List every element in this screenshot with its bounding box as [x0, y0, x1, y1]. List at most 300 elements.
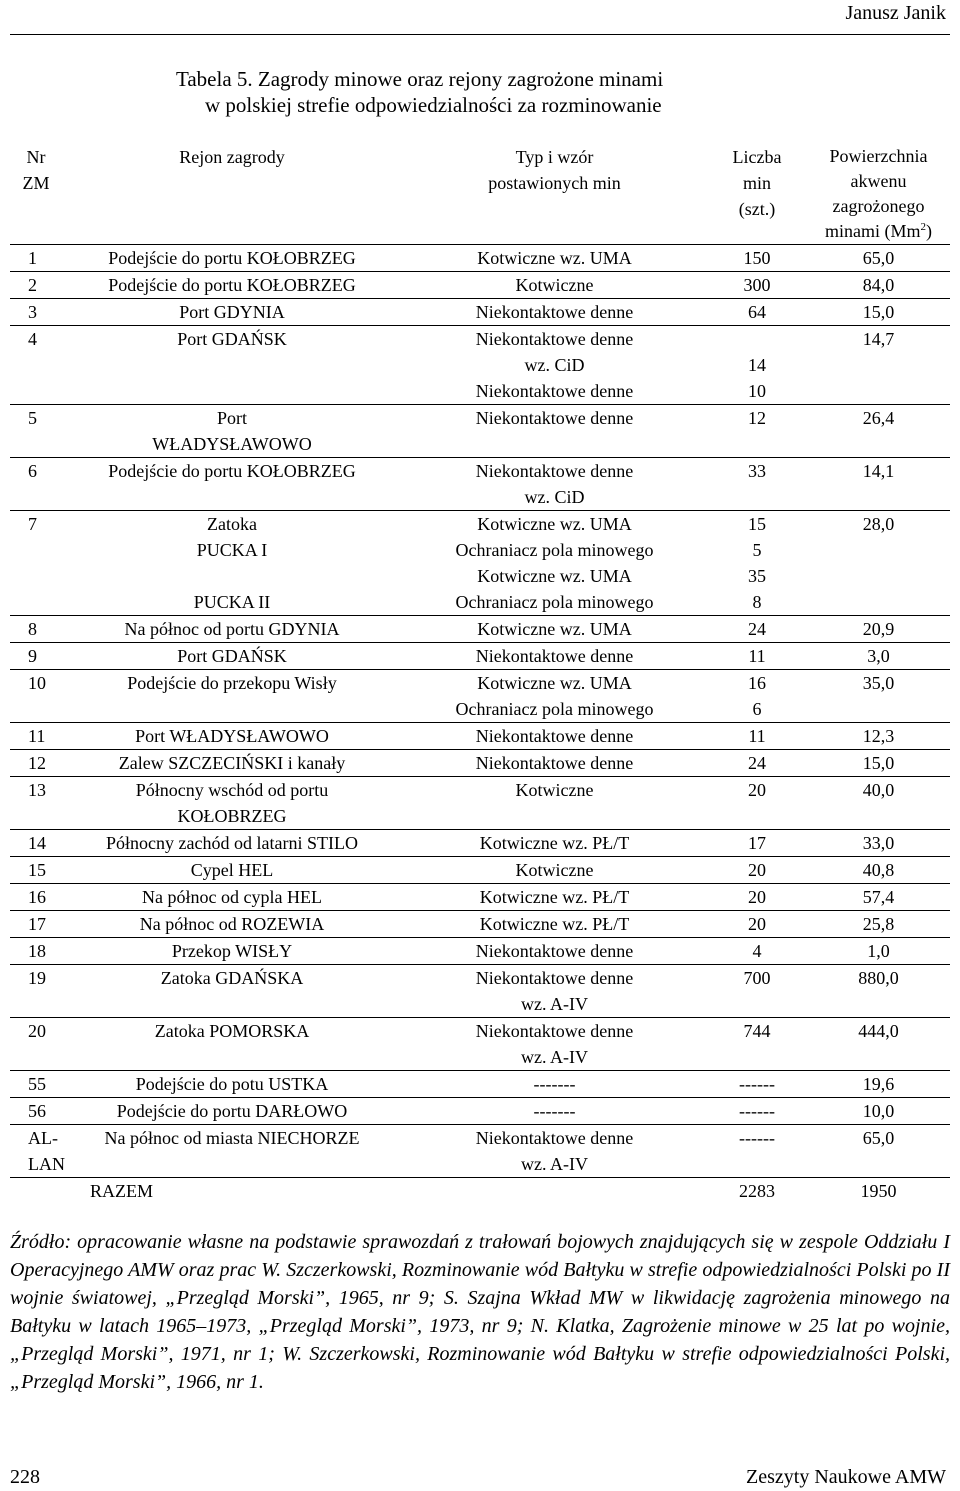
total-row	[10, 1178, 950, 1205]
table-row	[10, 458, 950, 511]
cell-liczba	[707, 938, 807, 965]
cell-liczba-line: ------	[739, 1074, 775, 1094]
table-row	[10, 1098, 950, 1125]
cell-liczba	[707, 299, 807, 326]
header-typ-line-1: Typ i wzór	[515, 147, 594, 167]
table-body	[10, 245, 950, 1178]
table-row	[10, 245, 950, 272]
cell-rejon	[62, 1018, 402, 1071]
cell-liczba-line: 24	[748, 619, 766, 639]
cell-liczba	[707, 405, 807, 458]
cell-typ	[402, 643, 707, 670]
cell-powierzchnia-line: 40,8	[862, 860, 895, 880]
cell-rejon-line: Podejście do potu USTKA	[135, 1074, 329, 1094]
cell-liczba-line: 744	[743, 1021, 771, 1041]
cell-liczba-line: 64	[748, 302, 766, 322]
cell-powierzchnia	[807, 616, 950, 643]
cell-nr-line: 11	[28, 726, 46, 746]
cell-nr	[10, 938, 62, 965]
cell-typ	[402, 670, 707, 723]
cell-typ-line: wz. CiD	[524, 487, 585, 507]
header-powierzchnia	[807, 144, 950, 245]
cell-rejon-line: Podejście do portu KOŁOBRZEG	[108, 461, 356, 481]
cell-rejon	[62, 511, 402, 616]
cell-liczba	[707, 1018, 807, 1071]
cell-nr-line: LAN	[28, 1154, 65, 1174]
source-footnote: Źródło: opracowanie własne na podstawie sprawozdań z trałowań bojowych znajdujących się w zespole Oddziału I Operacyjnego AMW oraz prac W. Szczerkowski, Rozminowanie wód Bałtyku w strefie odpowiedzialności Polski po II wojnie światowej, „Przegląd Morski”, 1965, nr 9; S. Szajna Wkład MW w likwidację zagrożenia minowego na Bałtyku w latach 1965–1973, „Przegląd Morski”, 1973, nr 9; N. Klatka, Zagrożenie minowe w 25 lat po wojnie, „Przegląd Morski”, 1971, nr 1; W. Szczerkowski, Rozminowanie wód Bałtyku w strefie odpowiedzialności Polski, „Przegląd Morski”, 1966, nr 1.	[10, 1231, 950, 1393]
cell-powierzchnia-line: 15,0	[862, 302, 895, 322]
cell-liczba-line: 16	[748, 673, 766, 693]
cell-nr	[10, 299, 62, 326]
header-pow-line-1: Powierzchnia	[829, 146, 928, 166]
cell-typ-line: Niekontaktowe denne	[475, 941, 634, 961]
running-header-author: Janusz Janik	[845, 2, 946, 24]
caption-line-1: Tabela 5. Zagrody minowe oraz rejony zagrożone minami	[176, 67, 664, 91]
cell-rejon	[62, 857, 402, 884]
cell-liczba-line: 5	[752, 540, 762, 560]
cell-typ	[402, 965, 707, 1018]
cell-powierzchnia-line: 880,0	[858, 968, 899, 988]
cell-rejon-line: Podejście do portu DARŁOWO	[116, 1101, 348, 1121]
cell-nr-line: 3	[28, 302, 37, 322]
cell-powierzchnia	[807, 857, 950, 884]
cell-typ-line: Niekontaktowe denne	[475, 302, 634, 322]
cell-typ	[402, 723, 707, 750]
cell-nr	[10, 643, 62, 670]
cell-powierzchnia	[807, 511, 950, 616]
cell-rejon	[62, 750, 402, 777]
cell-typ-line: Kotwiczne	[515, 780, 594, 800]
cell-powierzchnia-line: 57,4	[862, 887, 895, 907]
cell-typ-line: Niekontaktowe denne	[475, 329, 634, 349]
total-liczba: 2283	[739, 1181, 775, 1201]
table-row	[10, 643, 950, 670]
header-rejon-text: Rejon zagrody	[179, 147, 285, 167]
cell-nr-line: 12	[28, 753, 46, 773]
cell-typ-line: Kotwiczne wz. UMA	[477, 514, 632, 534]
cell-liczba-line: ------	[739, 1101, 775, 1121]
cell-powierzchnia-line: 12,3	[862, 726, 895, 746]
cell-liczba-line: 15	[748, 514, 766, 534]
cell-typ	[402, 1018, 707, 1071]
cell-liczba	[707, 458, 807, 511]
cell-typ	[402, 511, 707, 616]
cell-nr-line: 18	[28, 941, 46, 961]
cell-liczba-line: 11	[748, 646, 766, 666]
cell-powierzchnia	[807, 326, 950, 405]
cell-typ	[402, 1071, 707, 1098]
cell-powierzchnia-line: 10,0	[862, 1101, 895, 1121]
cell-liczba	[707, 245, 807, 272]
cell-powierzchnia-line: 26,4	[862, 408, 895, 428]
cell-rejon	[62, 884, 402, 911]
cell-rejon-line: Cypel HEL	[190, 860, 274, 880]
table-row	[10, 511, 950, 616]
cell-nr	[10, 1018, 62, 1071]
cell-nr	[10, 245, 62, 272]
cell-nr	[10, 857, 62, 884]
table-row	[10, 299, 950, 326]
table-row	[10, 405, 950, 458]
cell-typ	[402, 1125, 707, 1178]
header-liczba-line-3: (szt.)	[738, 199, 776, 219]
cell-liczba-line: 12	[748, 408, 766, 428]
cell-powierzchnia	[807, 670, 950, 723]
cell-powierzchnia	[807, 777, 950, 830]
table-row	[10, 1018, 950, 1071]
cell-liczba-line: 150	[743, 248, 771, 268]
cell-nr-line: 10	[28, 673, 46, 693]
cell-liczba	[707, 1098, 807, 1125]
cell-liczba	[707, 884, 807, 911]
cell-powierzchnia-line: 35,0	[862, 673, 895, 693]
cell-typ-line: Niekontaktowe denne	[475, 408, 634, 428]
table-row	[10, 723, 950, 750]
cell-rejon	[62, 326, 402, 405]
cell-rejon	[62, 911, 402, 938]
cell-typ-line: Ochraniacz pola minowego	[455, 699, 654, 719]
cell-typ-line: Kotwiczne wz. UMA	[477, 566, 632, 586]
cell-powierzchnia	[807, 938, 950, 965]
cell-typ	[402, 405, 707, 458]
table-row	[10, 965, 950, 1018]
header-liczba	[707, 144, 807, 245]
cell-rejon	[62, 458, 402, 511]
cell-nr-line: 56	[28, 1101, 46, 1121]
cell-rejon	[62, 965, 402, 1018]
cell-rejon-line: Północny wschód od portu	[135, 780, 329, 800]
cell-rejon-line: Port GDAŃSK	[177, 646, 287, 666]
table-row	[10, 884, 950, 911]
cell-rejon-line: Podejście do portu KOŁOBRZEG	[108, 275, 356, 295]
cell-liczba-line	[707, 326, 807, 352]
cell-rejon	[62, 723, 402, 750]
cell-typ-line: Kotwiczne	[515, 275, 594, 295]
cell-powierzchnia-line: 40,0	[862, 780, 895, 800]
cell-powierzchnia	[807, 245, 950, 272]
header-pow-line-4	[807, 219, 950, 244]
cell-powierzchnia	[807, 1071, 950, 1098]
cell-nr-line: 9	[28, 646, 37, 666]
cell-liczba	[707, 830, 807, 857]
page-number: 228	[10, 1466, 40, 1488]
cell-rejon-line: Północny zachód od latarni STILO	[106, 833, 358, 853]
cell-nr-line: 1	[28, 248, 37, 268]
cell-liczba	[707, 643, 807, 670]
cell-powierzchnia	[807, 750, 950, 777]
caption-line-2: w polskiej strefie odpowiedzialności za rozminowanie	[205, 93, 662, 117]
cell-liczba	[707, 670, 807, 723]
cell-liczba	[707, 511, 807, 616]
cell-liczba-line: 700	[743, 968, 771, 988]
cell-nr	[10, 1071, 62, 1098]
cell-nr-line: AL-	[28, 1128, 58, 1148]
table-row	[10, 830, 950, 857]
cell-liczba-line: 20	[748, 914, 766, 934]
cell-typ-line: Niekontaktowe denne	[475, 646, 634, 666]
cell-typ-line: Niekontaktowe denne	[475, 1128, 634, 1148]
cell-typ-line: Kotwiczne wz. PŁ/T	[479, 914, 630, 934]
cell-typ-line: Kotwiczne wz. UMA	[477, 673, 632, 693]
cell-nr	[10, 884, 62, 911]
cell-powierzchnia	[807, 723, 950, 750]
cell-typ-line: Niekontaktowe denne	[475, 461, 634, 481]
cell-typ	[402, 616, 707, 643]
cell-nr-line: 17	[28, 914, 46, 934]
cell-nr-line: 55	[28, 1074, 46, 1094]
cell-rejon	[62, 643, 402, 670]
cell-typ-line: Kotwiczne	[515, 860, 594, 880]
cell-nr	[10, 965, 62, 1018]
cell-liczba	[707, 965, 807, 1018]
cell-typ-line: Niekontaktowe denne	[475, 1021, 634, 1041]
total-label: RAZEM	[90, 1181, 153, 1201]
cell-rejon-line: Zalew SZCZECIŃSKI i kanały	[118, 753, 346, 773]
cell-nr	[10, 830, 62, 857]
cell-nr-line: 13	[28, 780, 46, 800]
cell-typ	[402, 857, 707, 884]
cell-rejon-line: Podejście do przekopu Wisły	[127, 673, 337, 693]
cell-rejon-line: Port GDAŃSK	[177, 329, 287, 349]
cell-liczba	[707, 616, 807, 643]
table-row	[10, 670, 950, 723]
header-pow-unit: minami (Mm	[825, 221, 921, 241]
cell-nr-line: 19	[28, 968, 46, 988]
cell-liczba	[707, 1071, 807, 1098]
cell-nr	[10, 750, 62, 777]
cell-rejon-line: Podejście do portu KOŁOBRZEG	[108, 248, 356, 268]
cell-rejon-line: Przekop WISŁY	[171, 941, 293, 961]
cell-liczba	[707, 857, 807, 884]
cell-typ-line: -------	[533, 1101, 576, 1121]
cell-nr-line: 8	[28, 619, 37, 639]
header-pow-close: )	[926, 221, 932, 241]
header-nr-line-1: Nr	[26, 147, 46, 167]
cell-rejon	[62, 1071, 402, 1098]
cell-rejon	[62, 1098, 402, 1125]
cell-nr	[10, 458, 62, 511]
header-typ-line-2: postawionych min	[488, 173, 621, 193]
cell-liczba	[707, 1125, 807, 1178]
cell-rejon	[62, 830, 402, 857]
header-divider	[10, 34, 950, 35]
cell-typ-line: Niekontaktowe denne	[475, 968, 634, 988]
table-row	[10, 750, 950, 777]
cell-typ	[402, 911, 707, 938]
cell-nr-line: 14	[28, 833, 46, 853]
cell-nr-line: 6	[28, 461, 37, 481]
cell-nr	[10, 911, 62, 938]
cell-rejon	[62, 777, 402, 830]
cell-typ-line: Kotwiczne wz. UMA	[477, 619, 632, 639]
cell-typ	[402, 458, 707, 511]
cell-powierzchnia	[807, 643, 950, 670]
cell-liczba-line: 8	[752, 592, 762, 612]
cell-rejon-line: PUCKA II	[193, 592, 271, 612]
cell-liczba-line: 20	[748, 860, 766, 880]
cell-liczba-line: 20	[748, 780, 766, 800]
table-row	[10, 1125, 950, 1178]
journal-name: Zeszyty Naukowe AMW	[746, 1466, 946, 1488]
cell-liczba	[707, 272, 807, 299]
header-liczba-line-1: Liczba	[732, 147, 782, 167]
header-pow-line-2: akwenu	[850, 171, 907, 191]
cell-powierzchnia	[807, 965, 950, 1018]
cell-rejon-line: Na północ od miasta NIECHORZE	[104, 1128, 360, 1148]
cell-typ-line: wz. A-IV	[521, 1154, 588, 1174]
cell-powierzchnia	[807, 405, 950, 458]
cell-liczba-line: 17	[748, 833, 766, 853]
cell-typ-line: Kotwiczne wz. PŁ/T	[479, 833, 630, 853]
cell-powierzchnia	[807, 911, 950, 938]
cell-liczba-line: 11	[748, 726, 766, 746]
cell-powierzchnia-line: 14,7	[862, 329, 895, 349]
cell-powierzchnia	[807, 299, 950, 326]
cell-nr-line: 2	[28, 275, 37, 295]
cell-liczba-line: 35	[748, 566, 766, 586]
table-caption	[176, 66, 796, 118]
cell-rejon-line: Na północ od cypla HEL	[142, 887, 322, 907]
cell-powierzchnia-line: 65,0	[862, 248, 895, 268]
cell-powierzchnia	[807, 1125, 950, 1178]
cell-nr	[10, 405, 62, 458]
cell-rejon-line: Na północ od portu GDYNIA	[124, 619, 340, 639]
table-row	[10, 1071, 950, 1098]
cell-nr-line: 4	[28, 329, 37, 349]
cell-liczba	[707, 777, 807, 830]
cell-liczba-line: 33	[748, 461, 766, 481]
cell-powierzchnia	[807, 830, 950, 857]
cell-typ	[402, 272, 707, 299]
cell-rejon-line: KOŁOBRZEG	[177, 806, 287, 826]
cell-powierzchnia	[807, 458, 950, 511]
cell-rejon-line	[62, 563, 402, 589]
cell-typ	[402, 245, 707, 272]
cell-liczba	[707, 750, 807, 777]
cell-rejon-line: PUCKA I	[196, 540, 268, 560]
cell-powierzchnia-line: 28,0	[862, 514, 895, 534]
cell-rejon	[62, 670, 402, 723]
cell-liczba-line: 6	[752, 699, 762, 719]
cell-liczba-line: 24	[748, 753, 766, 773]
cell-rejon	[62, 1125, 402, 1178]
cell-rejon-line: Port WŁADYSŁAWOWO	[135, 726, 329, 746]
cell-liczba-line: 300	[743, 275, 771, 295]
cell-nr	[10, 272, 62, 299]
cell-powierzchnia-line: 33,0	[862, 833, 895, 853]
cell-rejon	[62, 245, 402, 272]
cell-nr	[10, 326, 62, 405]
cell-rejon	[62, 299, 402, 326]
cell-powierzchnia-line: 15,0	[862, 753, 895, 773]
cell-typ-line: Kotwiczne wz. PŁ/T	[479, 887, 630, 907]
table-row	[10, 777, 950, 830]
cell-typ-line: Niekontaktowe denne	[475, 753, 634, 773]
cell-rejon	[62, 938, 402, 965]
cell-nr	[10, 1125, 65, 1178]
cell-rejon-line: WŁADYSŁAWOWO	[152, 434, 312, 454]
cell-typ-line: Niekontaktowe denne	[475, 381, 634, 401]
table-row	[10, 938, 950, 965]
cell-rejon-line: Port	[216, 408, 247, 428]
cell-typ-line: wz. CiD	[524, 355, 585, 375]
header-rejon	[62, 144, 402, 245]
cell-typ-line: Kotwiczne wz. UMA	[477, 248, 632, 268]
cell-liczba	[707, 723, 807, 750]
cell-powierzchnia-line: 65,0	[862, 1128, 895, 1148]
table-row	[10, 911, 950, 938]
cell-powierzchnia-line: 3,0	[867, 646, 890, 666]
cell-typ	[402, 830, 707, 857]
cell-powierzchnia-line: 444,0	[858, 1021, 899, 1041]
table-header-row	[10, 144, 950, 245]
cell-liczba	[707, 911, 807, 938]
header-nr-line-2: ZM	[22, 173, 50, 193]
cell-rejon	[62, 616, 402, 643]
cell-rejon	[62, 405, 402, 458]
cell-nr-line: 16	[28, 887, 46, 907]
cell-powierzchnia-line: 1,0	[867, 941, 890, 961]
cell-powierzchnia	[807, 1098, 950, 1125]
cell-powierzchnia-line: 19,6	[862, 1074, 895, 1094]
cell-typ-line: Ochraniacz pola minowego	[455, 540, 654, 560]
cell-powierzchnia	[807, 1018, 950, 1071]
cell-typ-line: Ochraniacz pola minowego	[455, 592, 654, 612]
cell-typ	[402, 884, 707, 911]
cell-nr-line: 5	[28, 408, 37, 428]
cell-liczba-line: 20	[748, 887, 766, 907]
table-row	[10, 857, 950, 884]
cell-typ-line: -------	[533, 1074, 576, 1094]
table-row	[10, 616, 950, 643]
cell-nr	[10, 723, 62, 750]
cell-typ	[402, 1098, 707, 1125]
header-liczba-line-2: min	[742, 173, 771, 193]
cell-nr	[10, 777, 62, 830]
cell-typ-line: wz. A-IV	[521, 1047, 588, 1067]
table-row	[10, 326, 950, 405]
cell-liczba-line: ------	[739, 1128, 775, 1148]
cell-liczba	[707, 326, 807, 405]
cell-liczba-line: 10	[748, 381, 766, 401]
cell-typ	[402, 326, 707, 405]
minefields-table	[10, 144, 950, 1204]
cell-powierzchnia-line: 25,8	[862, 914, 895, 934]
total-powierzchnia: 1950	[860, 1181, 897, 1201]
cell-powierzchnia	[807, 884, 950, 911]
cell-liczba-line: 14	[748, 355, 766, 375]
cell-rejon-line: Zatoka GDAŃSKA	[160, 968, 304, 988]
cell-nr	[10, 1098, 62, 1125]
cell-nr-line: 7	[28, 514, 37, 534]
cell-nr-line: 20	[28, 1021, 46, 1041]
cell-typ	[402, 777, 707, 830]
cell-typ	[402, 750, 707, 777]
cell-rejon-line: Zatoka POMORSKA	[154, 1021, 310, 1041]
cell-rejon-line: Port GDYNIA	[179, 302, 285, 322]
cell-powierzchnia-line: 84,0	[862, 275, 895, 295]
cell-liczba-line: 4	[752, 941, 762, 961]
header-nr	[10, 144, 62, 245]
header-pow-superscript: 2	[920, 221, 926, 233]
cell-rejon-line: Na północ od ROZEWIA	[139, 914, 325, 934]
cell-nr-line: 15	[28, 860, 46, 880]
cell-typ-line: Niekontaktowe denne	[475, 726, 634, 746]
cell-powierzchnia-line: 20,9	[862, 619, 895, 639]
cell-nr	[10, 670, 62, 723]
cell-typ	[402, 938, 707, 965]
cell-typ-line: wz. A-IV	[521, 994, 588, 1014]
